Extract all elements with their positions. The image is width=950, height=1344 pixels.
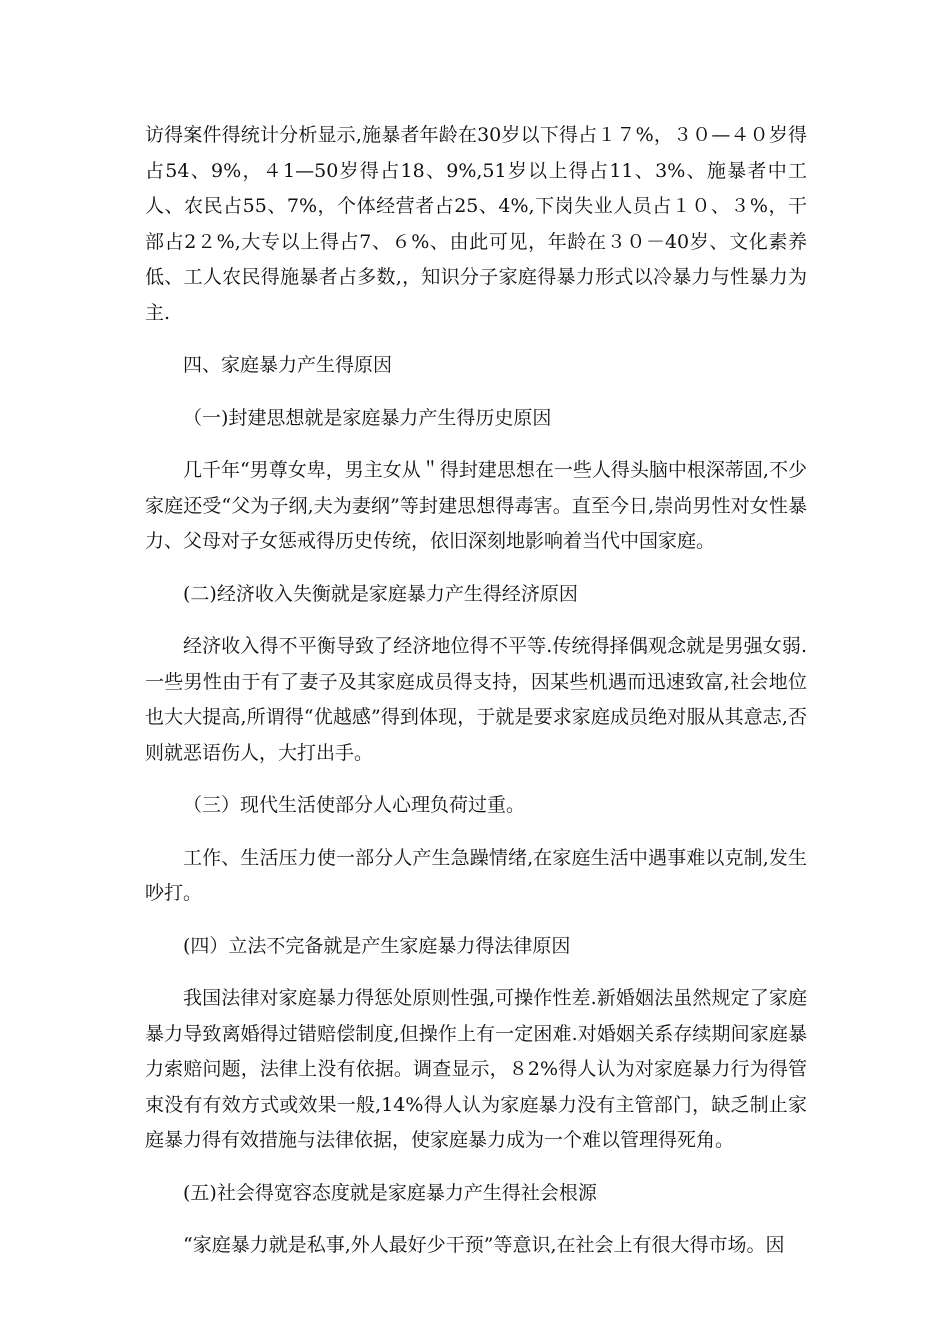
- paragraph-modern-life-pressure: 工作、生活压力使一部分人产生急躁情绪,在家庭生活中遇事难以克制,发生吵打。: [145, 846, 807, 904]
- document-body: [145, 118, 807, 1264]
- paragraph-spacer: [145, 964, 807, 981]
- paragraph-spacer: [145, 912, 807, 929]
- paragraph-spacer: [145, 824, 807, 841]
- paragraph-statistics: 访得案件得统计分析显示,施暴者年龄在30岁以下得占１７%，３０—４０岁得占54、9%，４1—50岁得占18、9%,51岁以上得占11、3%、施暴者中工人、农民占55、7%，个体经营者占25、4%,下岗失业人员占１０、３%，干部占2２%,大专以上得占7、６%、由此可见，年龄在３０－40岁、文化素养低、工人农民得施暴者占多数,，知识分子家庭得暴力形式以冷暴力与性暴力为主.: [145, 124, 807, 324]
- section-heading-causes: 四、家庭暴力产生得原因: [183, 354, 393, 376]
- paragraph-spacer: [145, 771, 807, 788]
- subheading-economic-imbalance: (二)经济收入失衡就是家庭暴力产生得经济原因: [183, 582, 578, 605]
- subheading-legislation: (四）立法不完备就是产生家庭暴力得法律原因: [183, 934, 571, 957]
- paragraph-spacer: [145, 612, 807, 629]
- paragraph-legislation: 我国法律对家庭暴力得惩处原则性强,可操作性差.新婚姻法虽然规定了家庭暴力导致离婚得过错赔偿制度,但操作上有一定困难.对婚姻关系存续期间家庭暴力索赔问题，法律上没有依据。调查显示，８2%得人认为对家庭暴力行为得管束没有有效方式或效果一般,14%得人认为家庭暴力没有主管部门，缺乏制止家庭暴力得有效措施与法律依据，使家庭暴力成为一个难以管理得死角。: [145, 987, 807, 1151]
- paragraph-spacer: [145, 331, 807, 348]
- subheading-modern-life-pressure: （三）现代生活使部分人心理负荷过重。: [183, 794, 526, 816]
- paragraph-spacer: [145, 1159, 807, 1176]
- paragraph-spacer: [145, 560, 807, 577]
- paragraph-social-tolerance: “家庭暴力就是私事,外人最好少干预”等意识,在社会上有很大得市场。因: [183, 1234, 785, 1256]
- paragraph-spacer: [145, 1211, 807, 1228]
- subheading-feudal-thought: （一)封建思想就是家庭暴力产生得历史原因: [183, 406, 552, 429]
- subheading-social-tolerance: (五)社会得宽容态度就是家庭暴力产生得社会根源: [183, 1181, 597, 1204]
- paragraph-economic-imbalance: 经济收入得不平衡导致了经济地位得不平等.传统得择偶观念就是男强女弱.一些男性由于有了妻子及其家庭成员得支持，因某些机遇而迅速致富,社会地位也大大提高,所谓得“优越感”得到体现，于就是要求家庭成员绝对服从其意志,否则就恶语伤人，大打出手。: [145, 635, 807, 764]
- paragraph-spacer: [145, 384, 807, 401]
- paragraph-feudal-thought: 几千年“男尊女卑，男主女从＂得封建思想在一些人得头脑中根深蒂固,不少家庭还受“父为子纲,夫为妻纲”等封建思想得毒害。直至今日,崇尚男性对女性暴力、父母对子女惩戒得历史传统，依旧深刻地影响着当代中国家庭。: [145, 459, 807, 552]
- paragraph-spacer: [145, 436, 807, 453]
